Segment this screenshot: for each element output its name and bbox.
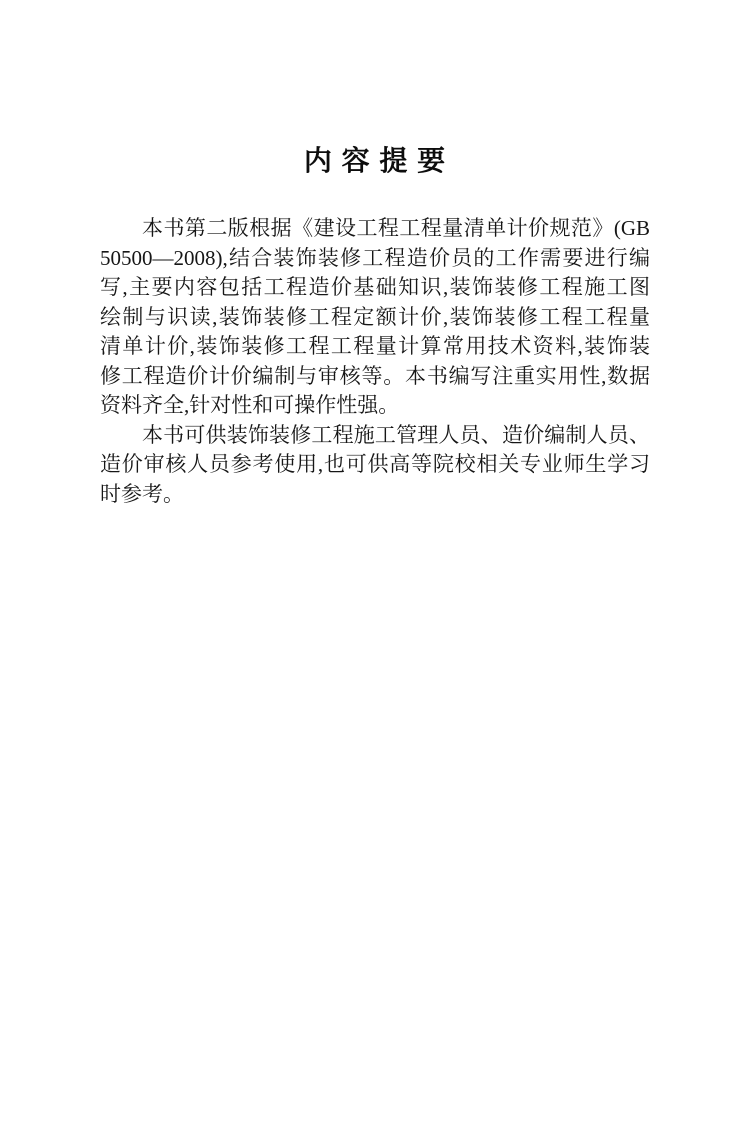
text-line: 资料齐全,针对性和可操作性强。: [100, 393, 400, 417]
text-line: 清单计价,装饰装修工程工程量计算常用技术资料,装饰装: [100, 334, 650, 358]
page-title: 内 容 提 要: [303, 145, 447, 176]
text-line: 时参考。: [100, 481, 184, 506]
text-line: 写,主要内容包括工程造价基础知识,装饰装修工程施工图: [100, 275, 650, 299]
text-line: 本书第二版根据《建设工程工程量清单计价规范》(GB: [142, 216, 650, 240]
text-line: 造价审核人员参考使用,也可供高等院校相关专业师生学习: [100, 452, 650, 476]
text-line: 修工程造价计价编制与审核等。本书编写注重实用性,数据: [100, 363, 650, 388]
text-line: 本书可供装饰装修工程施工管理人员、造价编制人员、: [142, 422, 650, 447]
text-line: 绘制与识读,装饰装修工程定额计价,装饰装修工程工程量: [100, 304, 650, 329]
paragraph: [100, 214, 650, 421]
summary-text-block: [100, 214, 650, 509]
text-line: 50500—2008),结合装饰装修工程造价员的工作需要进行编: [100, 245, 650, 270]
paragraph: [100, 421, 650, 510]
